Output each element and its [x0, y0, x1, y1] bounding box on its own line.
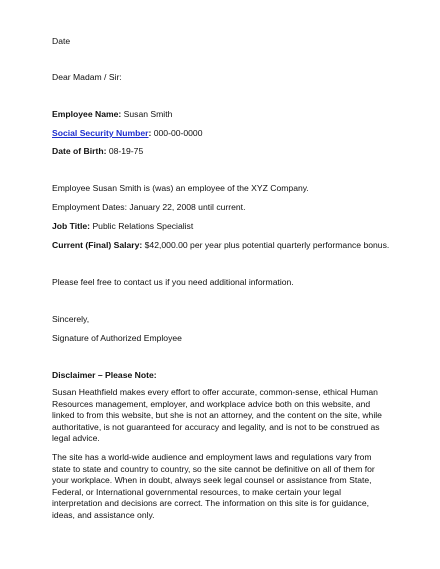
salutation: Dear Madam / Sir:	[52, 72, 122, 82]
dob-row	[52, 145, 143, 157]
ssn-link[interactable]: Social Security Number	[52, 128, 149, 138]
ssn-value: 000-00-0000	[153, 128, 203, 138]
disclaimer-paragraph-1: Susan Heathfield makes every effort to offer accurate, common-sense, ethical Human Resources management, employer, and workplace advice both on this website, and linked to from this website, but she is not an attorney, and the content on the site, while authoritative, is not guaranteed for accuracy and legality, and is not to be construed as legal advice.	[52, 387, 382, 444]
signature-line: Signature of Authorized Employee	[52, 333, 182, 343]
dob-value: 08-19-75	[108, 146, 144, 156]
employment-statement: Employee Susan Smith is (was) an employee of the XYZ Company.	[52, 183, 309, 193]
salary-row	[52, 239, 389, 251]
employment-dates: Employment Dates: January 22, 2008 until current.	[52, 202, 246, 212]
disclaimer-paragraph-2: The site has a world-wide audience and employment laws and regulations vary from state to state and country to country, so the site cannot be definitive on all of them for your workplace. When in doubt, always seek legal counsel or assistance from State, Federal, or International governmental resources, to make certain your legal interpretation and decisions are correct. The information on this site is for guidance, ideas, and assistance only.	[52, 452, 375, 520]
disclaimer-heading: Disclaimer – Please Note:	[52, 370, 157, 380]
salary-value: $42,000.00 per year plus potential quarterly performance bonus.	[144, 240, 390, 250]
employee-name-row	[52, 108, 172, 120]
dob-label: Date of Birth:	[52, 146, 107, 156]
closing: Sincerely,	[52, 314, 90, 324]
salary-label: Current (Final) Salary:	[52, 240, 143, 250]
ssn-colon: :	[148, 128, 152, 138]
ssn-row	[52, 127, 203, 139]
job-title-label: Job Title:	[52, 221, 91, 231]
job-title-row	[52, 220, 193, 232]
date-line: Date	[52, 36, 71, 46]
employee-name-label: Employee Name:	[52, 109, 122, 119]
employee-name-value: Susan Smith	[123, 109, 173, 119]
contact-line: Please feel free to contact us if you need additional information.	[52, 277, 294, 287]
job-title-value: Public Relations Specialist	[92, 221, 194, 231]
